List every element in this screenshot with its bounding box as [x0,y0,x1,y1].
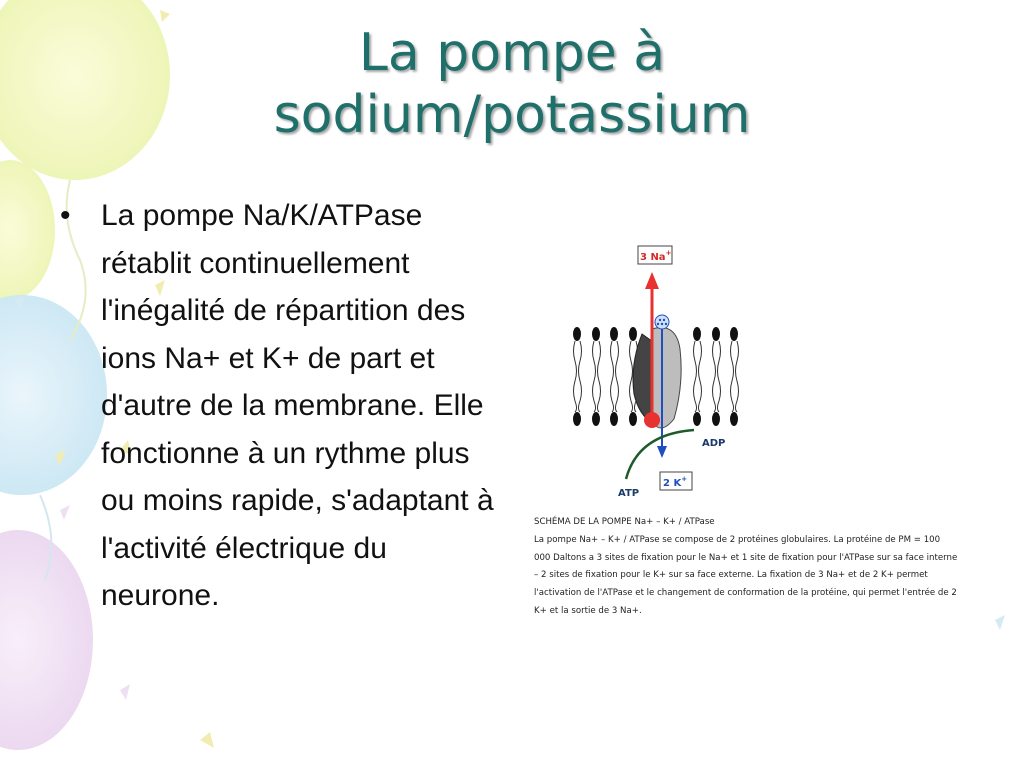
figure-caption [534,514,958,621]
figure-caption-body: La pompe Na+ – K+ / ATPase se compose de 2 protéines globulaires. La protéine de PM = 100 000 Daltons a 3 sites de fixation pour le Na+ et 1 site de fixation pour l'ATPase sur sa face interne – 2 sites de fixation pour le K+ sur sa face externe. La fixation de 3 Na+ et de 2 K+ permet l'activation de l'ATPase et le changement de conformation de la protéine, qui permet l'entrée de 2 K+ et la sortie de 3 Na+. [534,534,958,616]
bullet-paragraph: La pompe Na/K/ATPase rétablit continuellement l'inégalité de répartition des ions Na+ et K+ de part et d'autre de la membrane. Elle fonctionne à un rythme plus ou moins rapide, s'adaptant à l'activité électrique du neurone. [101,199,494,612]
balloon-blue [0,295,107,495]
k-label: 2 K+ [663,475,688,489]
slide-title [120,22,904,146]
balloon-yellow-left [0,160,55,300]
balloon-purple [0,530,93,750]
na-k-pump-figure [534,234,964,624]
na-arrow-head [645,272,659,289]
k-binding-sites [655,315,669,329]
adp-label: ADP [702,438,726,449]
na-label: 3 Na+ [640,249,672,263]
title-line-1: La pompe à [358,23,666,83]
na-binding-site [644,412,660,428]
bullet-marker: • [60,199,71,232]
k-arrow-head [657,446,667,458]
membrane-diagram [534,234,964,514]
atp-label: ATP [618,488,640,499]
title-line-2: sodium/potassium [273,85,751,145]
figure-caption-title: SCHÉMA DE LA POMPE Na+ – K+ / ATPase [534,517,715,527]
